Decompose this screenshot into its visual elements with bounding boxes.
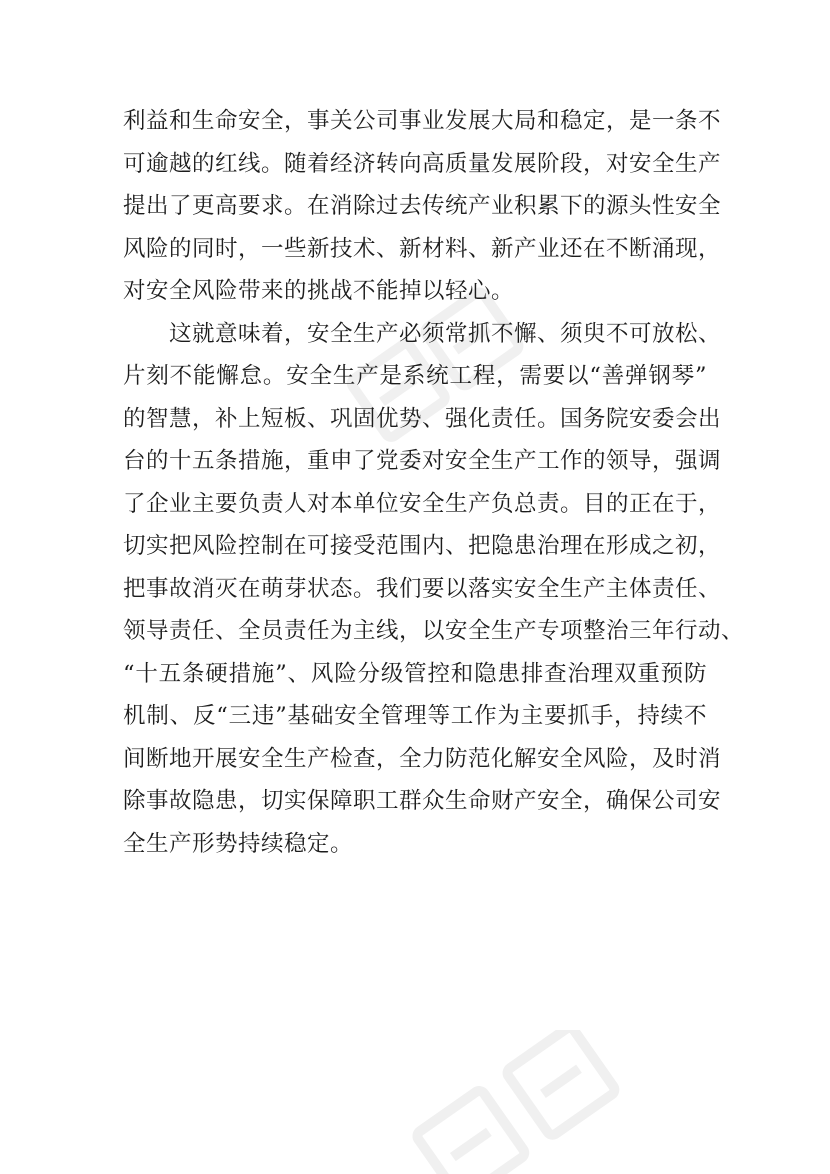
text-line: 领导责任、全员责任为主线，以安全生产专项整治三年行动、 [123, 618, 745, 644]
text-line: 把事故消灭在萌芽状态。我们要以落实安全生产主体责任、 [123, 575, 722, 602]
text-line: 风险的同时，一些新技术、新材料、新产业还在不断涌现， [123, 235, 722, 262]
text-line: 提出了更高要求。在消除过去传统产业积累下的源头性安全 [123, 193, 722, 219]
text-line: 台的十五条措施，重申了党委对安全生产工作的领导，强调 [123, 448, 722, 474]
paragraph-1 [123, 100, 722, 313]
watermark-bottom [390, 1030, 650, 1174]
text-line: 的智慧，补上短板、巩固优势、强化责任。国务院安委会出 [123, 405, 722, 432]
text-line: 全生产形势持续稳定。 [123, 830, 354, 857]
text-line: 这就意味着，安全生产必须常抓不懈、须臾不可放松、 [169, 320, 722, 347]
text-line: 间断地开展安全生产检查，全力防范化解安全风险，及时消 [123, 745, 722, 772]
text-line: 了企业主要负责人对本单位安全生产负总责。目的正在于， [123, 490, 722, 517]
text-line: 除事故隐患，切实保障职工群众生命财产安全，确保公司安 [123, 788, 722, 814]
paragraph-2 [123, 313, 745, 866]
text-line: 对安全风险带来的挑战不能掉以轻心。 [123, 278, 515, 304]
text-line: “十五条硬措施”、风险分级管控和隐患排查治理双重预防 [123, 660, 707, 687]
text-line: 机制、反“三违”基础安全管理等工作为主要抓手，持续不 [123, 703, 707, 729]
text-line: 片刻不能懈怠。安全生产是系统工程，需要以“善弹钢琴” [123, 363, 707, 389]
text-line: 可逾越的红线。随着经济转向高质量发展阶段，对安全生产 [123, 150, 722, 177]
body-text [123, 100, 745, 865]
text-line: 利益和生命安全，事关公司事业发展大局和稳定，是一条不 [123, 108, 722, 134]
text-line: 切实把风险控制在可接受范围内、把隐患治理在形成之初， [123, 533, 722, 559]
